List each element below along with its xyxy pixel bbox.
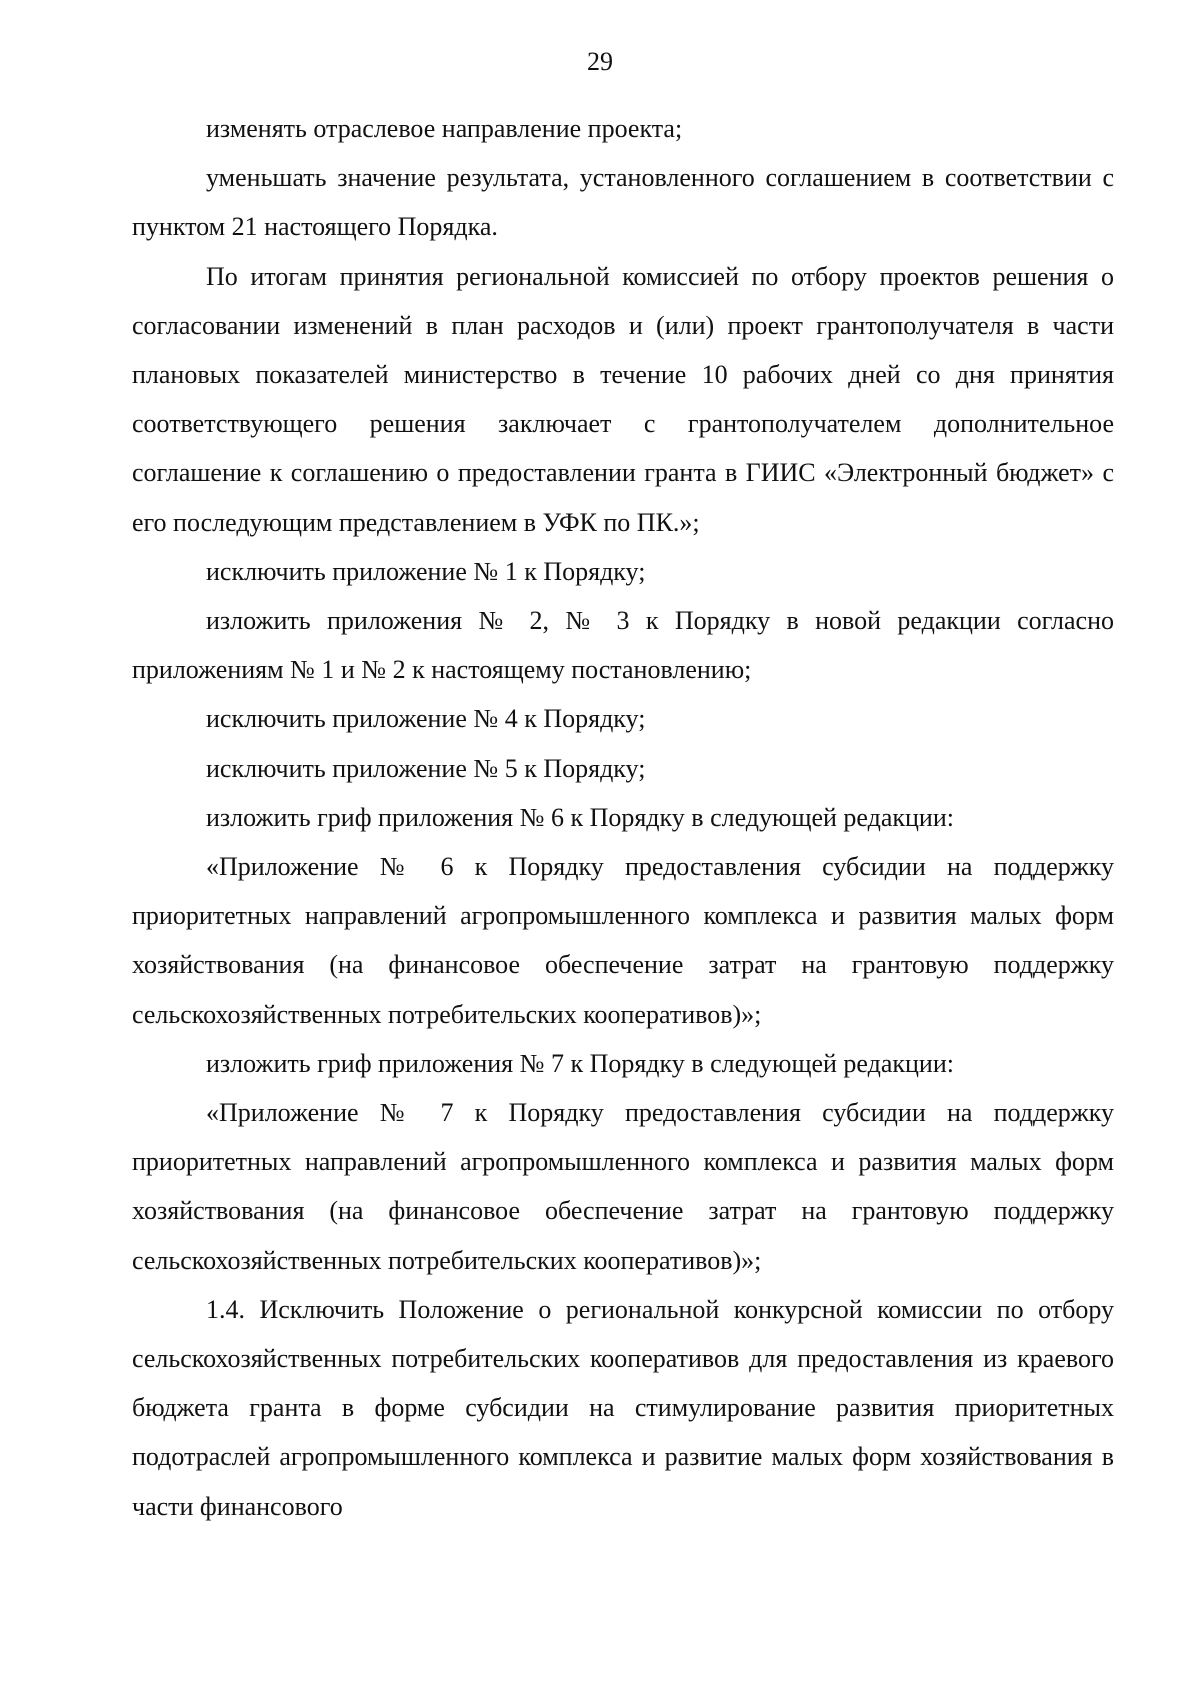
paragraph: изложить гриф приложения № 6 к Порядку в следующей редакции: [206,802,954,832]
paragraph: изложить приложения № 2, № 3 к Порядку в новой редакции согласно приложениям № 1 и № 2 к настоящему постановлению; [132,606,1114,685]
paragraph: исключить приложение № 5 к Порядку; [206,753,646,783]
paragraph: «Приложение № 6 к Порядку предоставления субсидии на поддержку приоритетных направлений агропромышленного комплекса и развития малых форм хозяйствования (на финансовое обеспечение затрат на грантовую поддержку сельскохозяйственных потребительских кооперативов)»; [132,852,1114,1029]
paragraph: изменять отраслевое направление проекта; [206,114,683,143]
paragraph: По итогам принятия региональной комиссией по отбору проектов решения о согласовании изменений в план расходов и (или) проект грантополучателя в части плановых показателей министерство в течение 10 рабочих дней со дня принятия соответствующего решения заключает с грантополучателем дополнительное соглашение к соглашению о предоставлении гранта в ГИИС «Электронный бюджет» с его последующим представлением в УФК по ПК.»; [132,261,1114,537]
paragraph: 1.4. Исключить Положение о региональной конкурсной комиссии по отбору сельскохозяйственных потребительских кооперативов для предоставления из краевого бюджета гранта в форме субсидии на стимулирование развития приоритетных подотраслей агропромышленного комплекса и развитие малых форм хозяйствования в части финансового [132,1294,1114,1521]
page-number: 29 [587,47,613,76]
document-body [132,104,1114,1531]
paragraph: изложить гриф приложения № 7 к Порядку в следующей редакции: [206,1048,954,1078]
paragraph: исключить приложение № 1 к Порядку; [206,556,646,586]
paragraph: исключить приложение № 4 к Порядку; [206,704,646,734]
paragraph: «Приложение № 7 к Порядку предоставления субсидии на поддержку приоритетных направлений агропромышленного комплекса и развития малых форм хозяйствования (на финансовое обеспечение затрат на грантовую поддержку сельскохозяйственных потребительских кооперативов)»; [132,1098,1114,1275]
paragraph: уменьшать значение результата, установленного соглашением в соответствии с пунктом 21 настоящего Порядка. [132,163,1114,242]
